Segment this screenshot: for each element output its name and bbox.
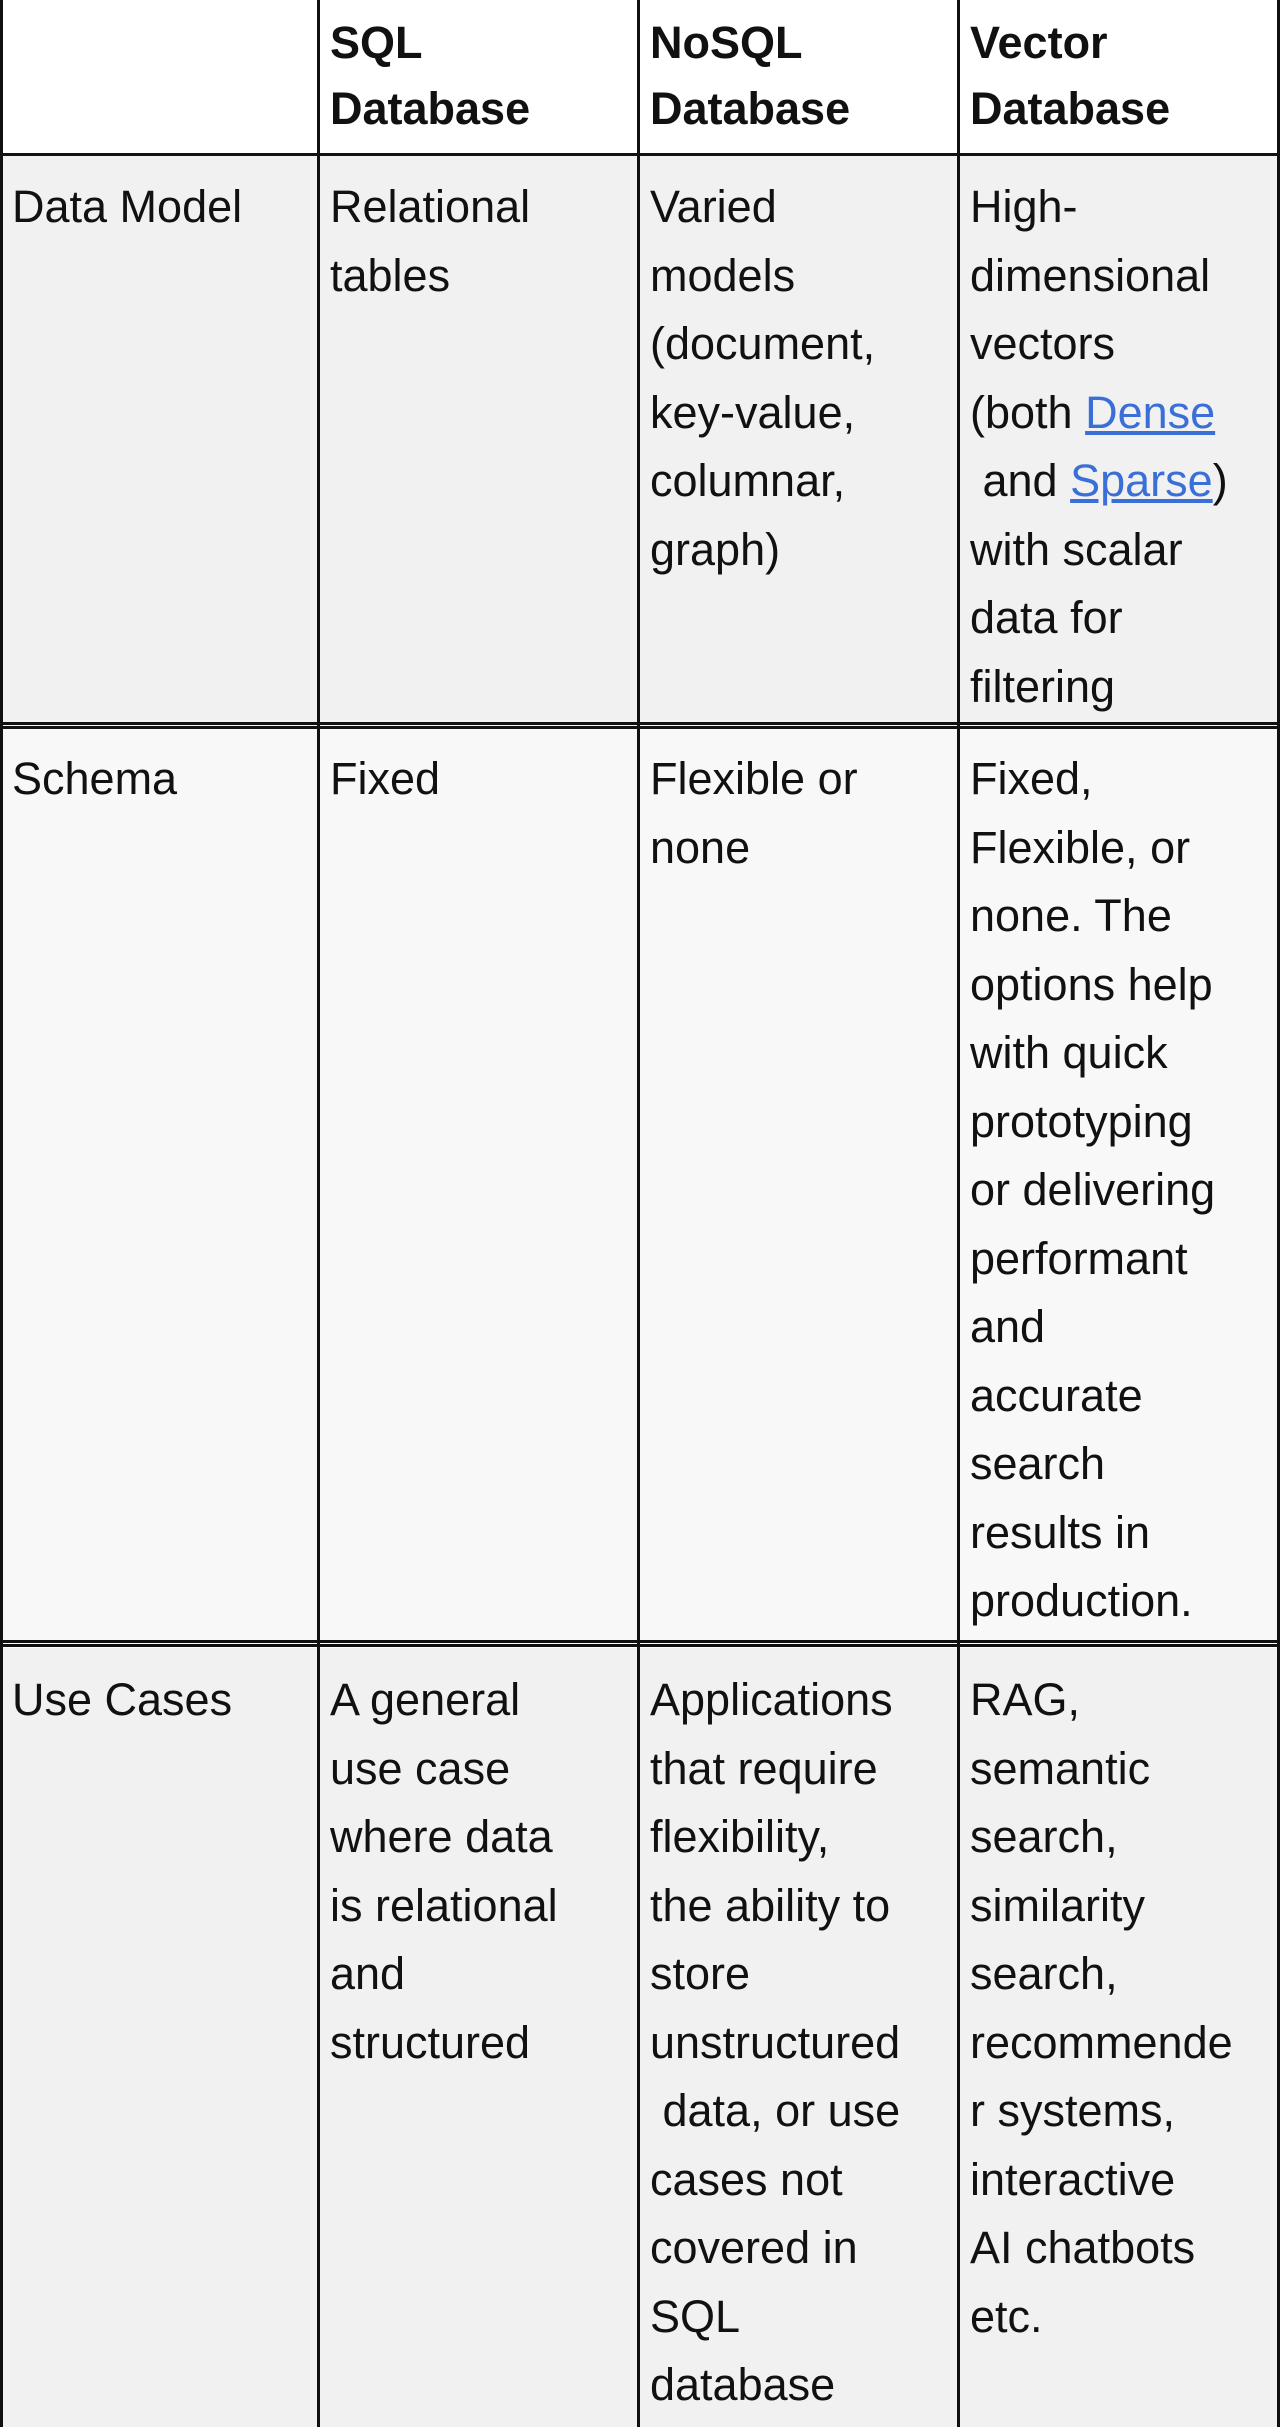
cell-nosql-data-model: Varied models (document, key-value, columnar, graph): [650, 181, 876, 575]
grid-line-model-bottom: [0, 722, 1280, 729]
cell-vector-use-cases: RAG, semantic search, similarity search, recommende r systems, interactive AI chatbots etc.: [970, 1674, 1233, 2342]
cell-vector-schema: Fixed, Flexible, or none. The options help with quick prototyping or delivering performant and accurate search results in production.: [970, 753, 1216, 1626]
sparse-link[interactable]: Sparse: [1070, 455, 1213, 506]
cell-sql-schema: Fixed: [330, 753, 441, 804]
table-row-use-cases: [0, 1648, 1280, 2427]
row-label-data-model: Data Model: [12, 181, 243, 232]
header-cell-empty: [0, 0, 318, 10]
cell-vector-data-model: High- dimensional vectors (both Dense and Sparse) with scalar data for filtering: [970, 181, 1228, 712]
row-label-use-cases: Use Cases: [12, 1674, 233, 1725]
header-cell-vector: Vector Database: [970, 17, 1171, 134]
table-row-data-model: [0, 155, 1280, 727]
dense-link[interactable]: Dense: [1085, 386, 1216, 438]
grid-line-header-bottom: [0, 153, 1280, 156]
table-row-schema: [0, 727, 1280, 1642]
cell-nosql-schema: Flexible or none: [650, 753, 858, 873]
cell-nosql-use-cases: Applications that require flexibility, the ability to store unstructured data, or use cases not covered in SQL database: [650, 1674, 901, 2410]
grid-line-schema-bottom: [0, 1640, 1280, 1647]
table-header-row: [0, 0, 1280, 155]
grid-line-col3: [957, 0, 960, 2427]
grid-line-col1: [317, 0, 320, 2427]
cell-sql-data-model: Relational tables: [330, 181, 531, 301]
header-cell-sql: SQL Database: [330, 17, 531, 134]
header-cell-nosql: NoSQL Database: [650, 17, 851, 134]
cell-sql-use-cases: A general use case where data is relational and structured: [330, 1674, 558, 2068]
row-label-schema: Schema: [12, 753, 178, 804]
grid-line-left: [0, 0, 3, 2427]
grid-line-col2: [637, 0, 640, 2427]
